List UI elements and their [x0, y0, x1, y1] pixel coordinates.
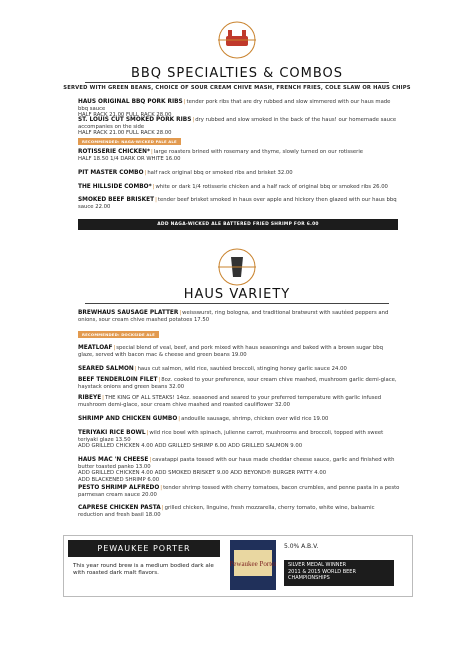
bbq-grill-icon: [214, 20, 260, 60]
haus-item-7: TERIYAKI RICE BOWL|wild rice bowl with spinach, julienne carrot, mushrooms and broccoli, topped with sweet teriyaki glaze 13.50 ADD GRILLED CHICKEN 4.00 ADD GRILLED SHRIMP 6.00 ADD GRILLED SALMON 9.00: [78, 430, 384, 450]
recommended-tag-2: RECOMMENDED: DOCKSIDE ALE: [78, 331, 159, 338]
haus-item-4: BEEF TENDERLOIN FILET|8oz. cooked to your preference, sour cream chive mashed, mushroom garlic demi-glace, haystack onions and green beans 32.00: [78, 377, 397, 390]
medal-title: SILVER MEDAL WINNER: [288, 562, 347, 568]
bbq-subtitle: SERVED WITH GREEN BEANS, CHOICE OF SOUR CREAM CHIVE MASH, FRENCH FRIES, COLE SLAW OR HAUS CHIPS: [63, 85, 411, 91]
bbq-item-2: ST. LOUIS CUT SMOKED PORK RIBS|dry rubbed and slow smoked in the back of the haus! our homemade sauce accompanies on the side HALF RACK 21.00 FULL RACK 28.00: [78, 117, 397, 137]
add-shrimp-banner: ADD NAGA-WICKED ALE BATTERED FRIED SHRIMP FOR 6.00: [78, 219, 398, 230]
haus-item-1: BREWHAUS SAUSAGE PLATTER|weisswurst, ring bologna, and traditional bratwurst with sautéed peppers and onions, sour cream chive mashed potatoes 17.50: [78, 310, 389, 323]
abv-text: 5.0% A.B.V.: [284, 543, 319, 550]
porter-title: PEWAUKEE PORTER: [68, 540, 220, 557]
porter-description: This year round brew is a medium bodied dark ale with roasted dark malt flavors.: [73, 563, 214, 576]
haus-section-title: HAUS VARIETY: [183, 287, 291, 302]
haus-item-9: PESTO SHRIMP ALFREDO|tender shrimp tossed with cherry tomatoes, bacon crumbles, and penne pasta in a pesto parmesan cream sauce 20.00: [78, 485, 400, 498]
haus-title-divider: [85, 303, 389, 304]
haus-item-10: CAPRESE CHICKEN PASTA|grilled chicken, linguine, fresh mozzarella, cherry tomato, white wine, balsamic reduction and fresh basil 18.00: [78, 505, 375, 518]
medal-badge: [284, 560, 394, 586]
haus-item-8: HAUS MAC 'N CHEESE|cavatappi pasta tossed with our haus made cheddar cheese sauce, garlic and finished with butter toasted panko 13.00 ADD GRILLED CHICKEN 4.00 ADD SMOKED BRISKET 9.00 ADD BEYOND® BURGER PATTY 4.00 ADD BLACKENED SHRIMP 6.00: [78, 457, 395, 483]
bbq-item-5: THE HILLSIDE COMBO*|white or dark 1/4 rotisserie chicken and a half rack of original bbq or smoked ribs 26.00: [78, 184, 388, 190]
beer-glass-icon: [214, 247, 260, 287]
haus-item-5: RIBEYE|THE KING OF ALL STEAKS! 14oz. seasoned and seared to your preferred temperature with garlic infused mushroom demi-glace, sour cream chive mashed and roasted cauliflower 32.00: [78, 395, 382, 408]
haus-item-6: SHRIMP AND CHICKEN GUMBO|andouille sausage, shrimp, chicken over wild rice 19.00: [78, 416, 329, 422]
bbq-item-3: ROTISSERIE CHICKEN*|large roasters brined with rosemary and thyme, slowly turned on our rotisserie HALF 18.50 1/4 DARK OR WHITE 16.00: [78, 149, 364, 162]
haus-item-3: SEARED SALMON|haus cut salmon, wild rice, sautéed broccoli, stinging honey garlic sauce 24.00: [78, 366, 347, 372]
porter-label-text: Pewaukee Porter: [230, 560, 276, 568]
bbq-item-6: SMOKED BEEF BRISKET|tender beef brisket smoked in haus over apple and hickory then glazed with our haus bbq sauce 22.00: [78, 197, 397, 210]
bbq-item-1: HAUS ORIGINAL BBQ PORK RIBS|tender pork ribs that are dry rubbed and slow simmered with our haus made bbq sauce HALF RACK 21.00 FULL RACK 28.00: [78, 99, 391, 119]
medal-subtitle: 2011 & 2015 WORLD BEER CHAMPIONSHIPS: [288, 568, 356, 581]
haus-item-2: MEATLOAF|special blend of veal, beef, and pork mixed with haus seasonings and baked with a brown sugar bbq glaze, served with bacon mac & cheese and green beans 19.00: [78, 345, 383, 358]
bbq-item-4: PIT MASTER COMBO|half rack original bbq or smoked ribs and brisket 32.00: [78, 170, 293, 176]
bbq-section-title: BBQ SPECIALTIES & COMBOS: [130, 66, 344, 81]
bbq-title-divider: [85, 82, 389, 83]
porter-label-image: [230, 540, 276, 590]
recommended-tag-1: RECOMMENDED: NAGA-WICKED PALE ALE: [78, 138, 181, 145]
